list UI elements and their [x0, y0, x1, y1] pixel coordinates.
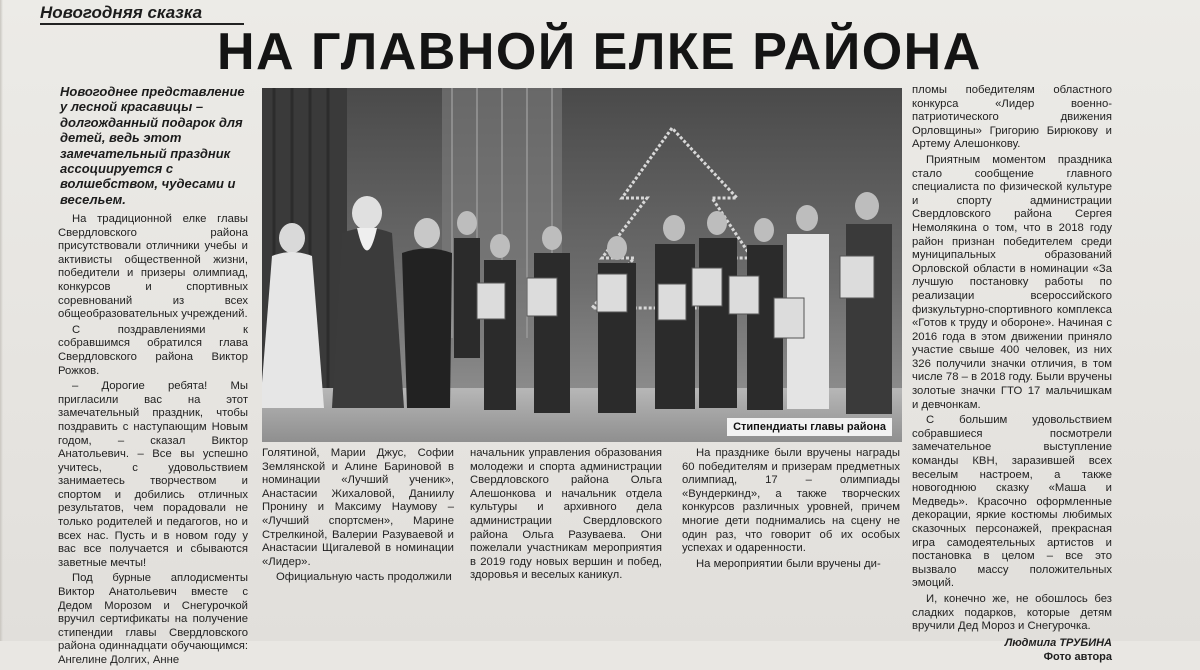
paragraph: Приятным моментом праздника стало сообщение главного специалиста по физической культуре и спорту администрации Свердловского района Сергея Немолякина о том, что в 2018 году район признан победителем среди муниципальных образований Орловской области в номинации «За лучшую постановку работы по реализации всероссийского физкультурно-спортивного комплекса «Готов к труду и обороне». Начиная с 2016 года в этом движении приняло участие свыше 400 человек, из них 326 получили значки отличия, в том числе 78 – в 2018 году. Были вручены золотые значки ГТО 17 мальчишкам и девчонкам. — [912, 153, 1112, 411]
paragraph: С большим удовольствием собравшиеся посмотрели замечательное выступление команды КВН, заразившей всех веселым настроем, а также новогоднюю сказку «Маша и Медведь». Красочно оформленные декорации, яркие костюмы любимых сказочных персонажей, прекрасная игра самодеятельных артистов и постановка в целом – все это вызвало массу положительных эмоций. — [912, 414, 1112, 590]
paragraph: На традиционной елке главы Свердловского района присутствовали отличники учебы и активисты общественной жизни, победители и призеры олимпиад, конкурсов и спортивных соревнований из всех общеобразовательных учреждений. — [58, 213, 248, 321]
paragraph: начальник управления образования молодежи и спорта администрации Свердловского района Ольга Алешонкова и начальник отдела культуры и архивного дела администрации Свердловского района Ольга Разуваева. Они пожелали участникам мероприятия в 2019 году новых вершин и побед, здоровья и веселых каникул. — [470, 447, 662, 582]
award-ceremony-photo — [262, 88, 902, 442]
article-photo — [262, 88, 902, 442]
paragraph: И, конечно же, не обошлось без сладких подарков, которые детям вручили Дед Мороз и Снегурочка. — [912, 592, 1112, 633]
text-column-3 — [470, 447, 662, 585]
paragraph: На мероприятии были вручены ди- — [696, 557, 881, 570]
photo-credit: Фото автора — [1043, 650, 1112, 663]
text-column-4 — [682, 447, 900, 573]
paragraph: Под бурные аплодисменты Виктор Анатольевич вместе с Дедом Морозом и Снегурочкой вручил сертификаты на получение стипендии главы Свердловского района одиннадцати обучающимся: Ангелине Долгих, Анне — [58, 572, 248, 666]
paragraph: На празднике были вручены награды 60 победителям и призерам предметных олимпиад, 17 – олимпиады «Вундеркинд», а также творческих конкурсов различных уровней, причем многие дети поднимались на сцену не один раз, что говорит об их особых успехах и одаренности. — [682, 447, 900, 555]
byline — [912, 636, 1112, 664]
text-column-1 — [58, 213, 248, 670]
paragraph: Официальную часть продолжили — [276, 571, 452, 584]
text-column-2 — [262, 447, 454, 587]
photo-caption: Стипендиаты главы района — [727, 418, 892, 436]
article-lead: Новогоднее представление у лесной красавицы – долгожданный подарок для детей, ведь этот замечательный праздник ассоциируется с волшебством, чудесами и весельем. — [60, 84, 245, 207]
article-headline: НА ГЛАВНОЙ ЕЛКЕ РАЙОНА — [217, 23, 982, 81]
paragraph: – Дорогие ребята! Мы пригласили вас на этот замечательный праздник, чтобы поздравить с наступающим Новым годом, – сказал Виктор Анатольевич. – Все вы успешно учитесь, с удовольствием занимаетесь творчеством и спортом и добились отличных результатов, чем порадовали не только родителей и педагогов, но и всех нас. Пусть и в новом году у вас все получается и сбываются заветные мечты! — [58, 380, 248, 569]
section-heading: Новогодняя сказка — [40, 3, 244, 25]
page-edge-shadow — [0, 0, 3, 641]
author-name: Людмила ТРУБИНА — [1004, 636, 1112, 649]
paragraph: Голятиной, Марии Джус, Софии Землянской и Алине Бариновой в номинации «Лучший ученик», Анастасии Жихаловой, Даниилу Пронину и Максиму Наумову – «Лучший спортсмен», Марине Стрелкиной, Валерии Разуваевой и Анастасии Щигалевой в номинации «Лидер». — [262, 447, 454, 568]
paragraph: пломы победителям областного конкурса «Лидер военно-патриотического движения Орловщины» Григорию Бирюкову и Артему Алешонкову. — [912, 84, 1112, 151]
paragraph: С поздравлениями к собравшимся обратился глава Свердловского района Виктор Рожков. — [58, 323, 248, 377]
text-column-5 — [912, 84, 1112, 664]
